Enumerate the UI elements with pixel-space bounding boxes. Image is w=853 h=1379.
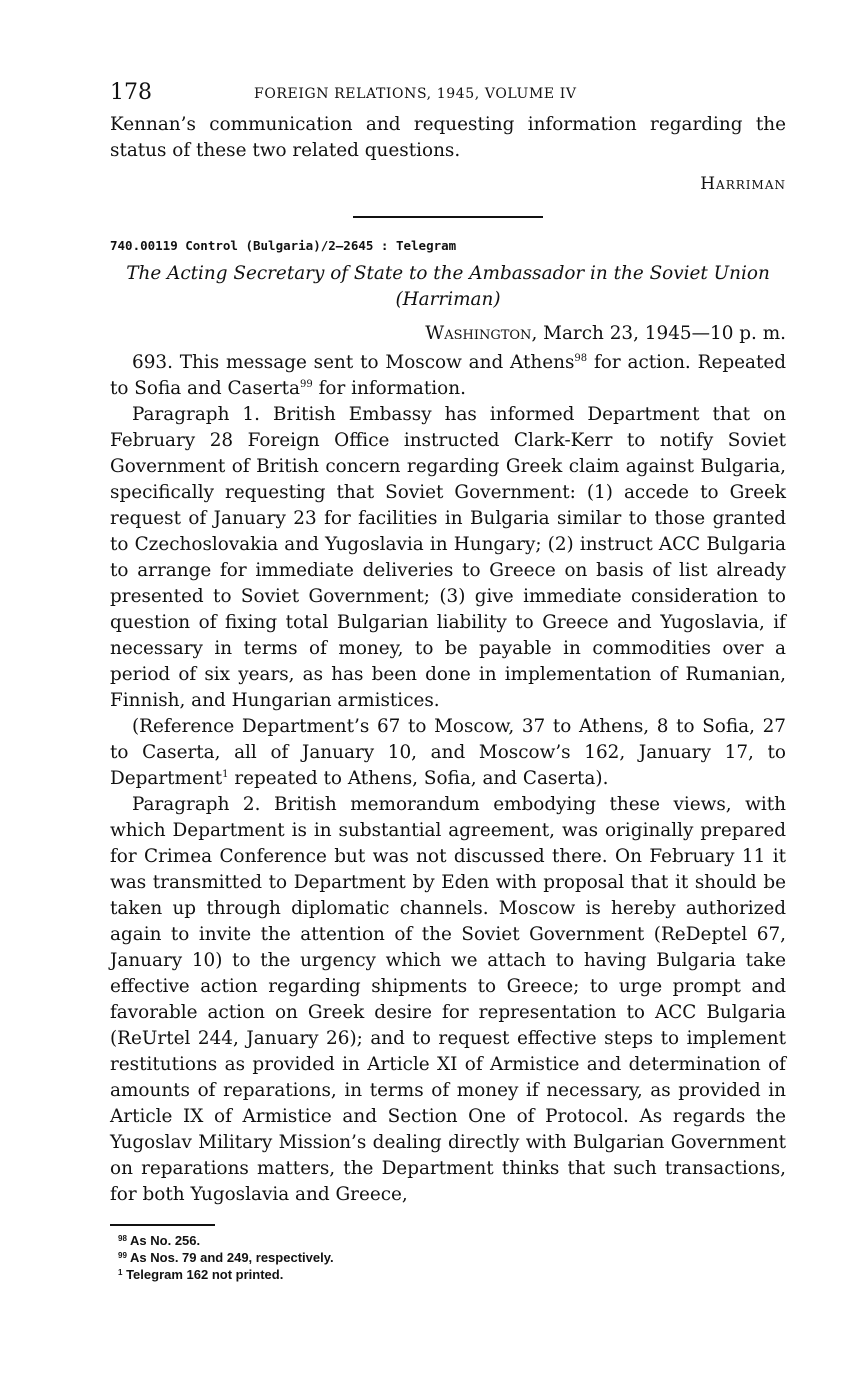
paragraph-intro-part: for action. Repeated to Sofia and Caserta — [110, 352, 787, 399]
paragraph-2: Paragraph 2. British memorandum embodying these views, with which Department is in substantial agreement, was originally prepared for Crimea Conference but was not discussed there. On February 11 it was transmitted to Department by Eden with proposal that it should be taken up through diplomatic channels. Moscow is hereby authorized again to invite the attention of the Soviet Government (ReDeptel 67, January 10) to the urgency which we attach to having Bulgaria take effective action regarding shipments to Greece; to urge prompt and favorable action on Greek desire for representation to ACC Bulgaria (ReUrtel 244, January 26); and to request effective steps to implement restitutions as provided in Article XI of Armistice and determination of amounts of reparations, in terms of money if necessary, as provided in Article IX of Armistice and Section One of Protocol. As regards the Yugoslav Military Mission’s dealing directly with Bulgarian Government on reparations matters, the Department thinks that such transactions, for both Yugoslavia and Greece, — [110, 794, 786, 1205]
signature: Harriman — [700, 174, 786, 194]
footnote-mark: 99 — [118, 1251, 127, 1260]
dateline-place: Washington — [425, 323, 532, 344]
footnote — [118, 1232, 786, 1249]
paragraph-intro-part: for information. — [312, 378, 466, 399]
footnote-text: As Nos. 79 and 249, respectively. — [130, 1250, 334, 1265]
title-line-2: (Harriman) — [395, 289, 501, 310]
paragraph-reference-part: (Reference Department’s 67 to Moscow, 37 to Athens, 8 to Sofia, 27 to Caserta, all of January 10, and Moscow’s 162, January 17, to Department — [110, 716, 786, 789]
file-reference: 740.00119 Control (Bulgaria)/2–2645 : Telegram — [110, 238, 457, 253]
paragraph-intro — [110, 350, 786, 402]
footnotes — [110, 1232, 786, 1283]
footnote-ref-99[interactable]: 99 — [300, 379, 313, 390]
footnote-ref-98[interactable]: 98 — [574, 353, 588, 364]
running-title: FOREIGN RELATIONS, 1945, VOLUME IV — [254, 86, 577, 102]
footnote-ref-1[interactable]: 1 — [222, 769, 229, 780]
page-header — [110, 78, 786, 112]
footnote-text: As No. 256. — [130, 1233, 201, 1248]
footnote-mark: 98 — [118, 1234, 127, 1243]
paragraph-1: Paragraph 1. British Embassy has informed Department that on February 28 Foreign Office instructed Clark-Kerr to notify Soviet Government of British concern regarding Greek claim against Bulgaria, specifically requesting that Soviet Government: (1) accede to Greek request of January 23 for facilities in Bulgaria similar to those granted to Czechoslovakia and Yugoslavia in Hungary; (2) instruct ACC Bulgaria to arrange for immediate deliveries to Greece on basis of list already presented to Soviet Government; (3) give immediate consideration to question of fixing total Bulgarian liability to Greece and Yugoslavia, if necessary in terms of money, to be payable in commodities over a period of six years, as has been done in implementation of Rumanian, Finnish, and Hungarian armistices. — [110, 404, 786, 711]
continuation-text: Kennan’s communication and requesting information regarding the status of these two related questions. — [110, 114, 786, 161]
section-divider — [353, 216, 543, 218]
paragraph-intro-part: 693. This message sent to Moscow and Athens — [132, 352, 575, 373]
footnote-mark: 1 — [118, 1268, 123, 1277]
dateline — [110, 323, 786, 344]
paragraph-reference-part: repeated to Athens, Sofia, and Caserta). — [228, 768, 609, 789]
footnote-divider — [110, 1224, 215, 1226]
document-page — [110, 78, 786, 1283]
footnote — [118, 1249, 786, 1266]
title-line-1: The Acting Secretary of State to the Ambassador in the Soviet Union — [126, 263, 770, 284]
document-title — [110, 261, 786, 313]
dateline-date: , March 23, 1945—10 p. m. — [531, 323, 786, 344]
footnote-text: Telegram 162 not printed. — [126, 1267, 284, 1282]
footnote — [118, 1266, 786, 1283]
page-number: 178 — [110, 80, 152, 105]
paragraph-reference — [110, 714, 786, 792]
